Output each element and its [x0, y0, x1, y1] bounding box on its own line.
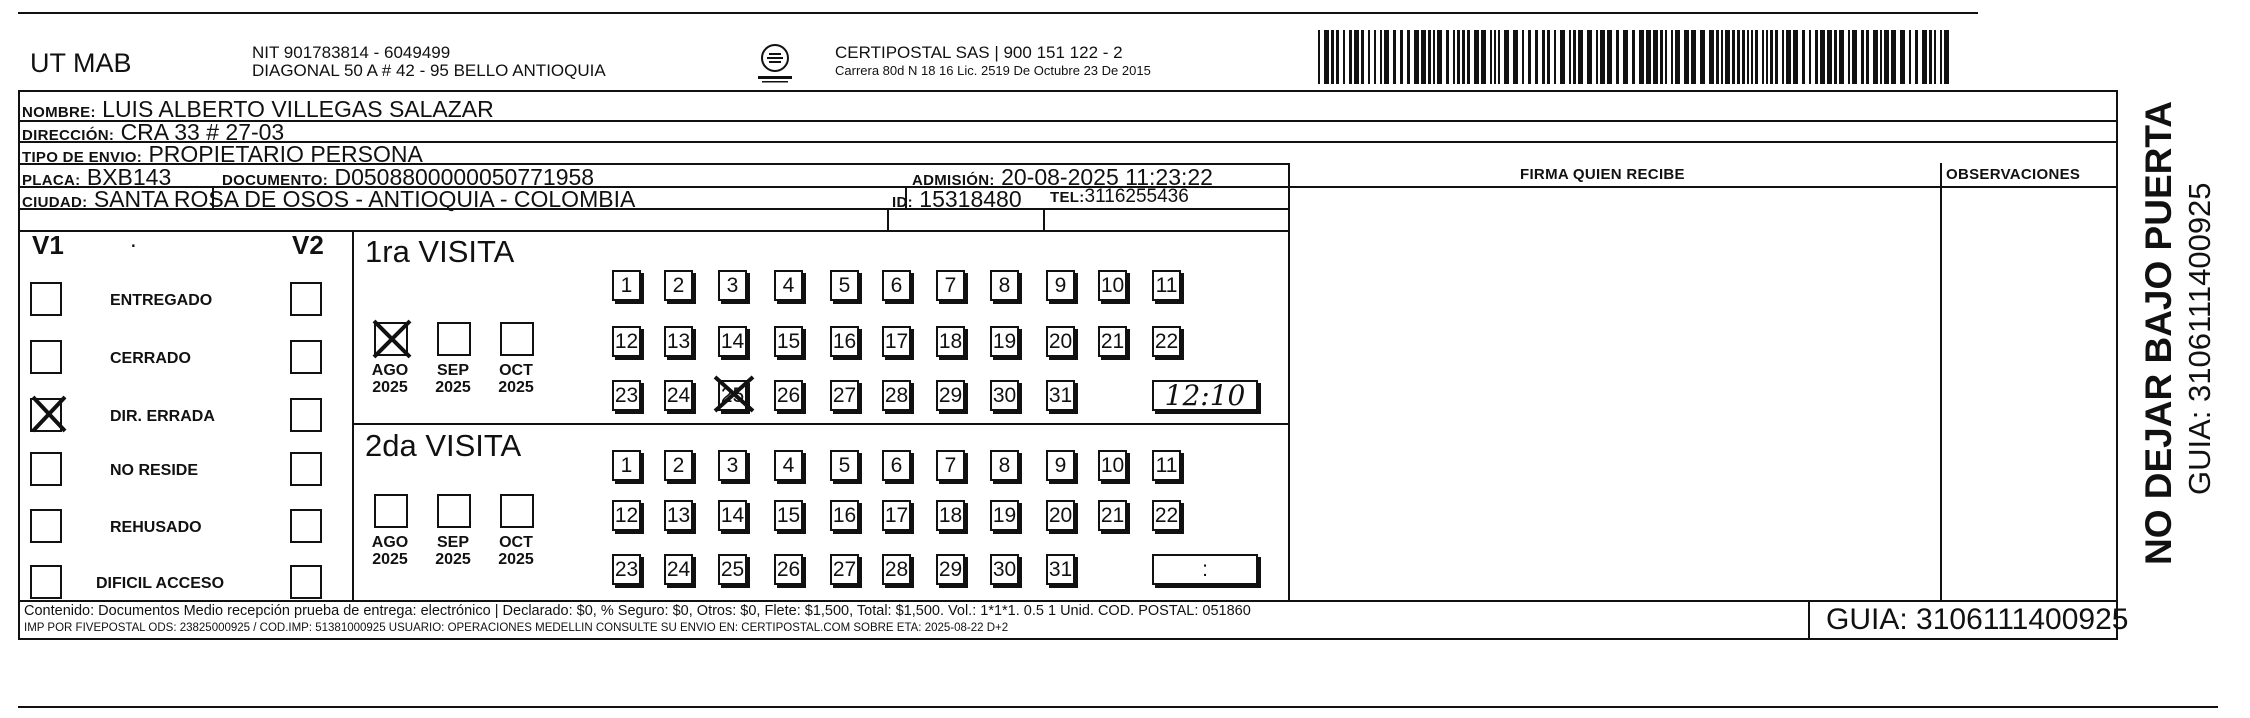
month-name: OCT: [499, 362, 533, 379]
admision-value: 20-08-2025 11:23:22: [1001, 164, 1213, 190]
row-tel: [1050, 186, 1189, 208]
visit2-day[interactable]: 7: [936, 450, 965, 481]
visit2-day[interactable]: 6: [882, 450, 911, 481]
month-name: OCT: [499, 534, 533, 551]
visit1-day[interactable]: 28: [882, 380, 911, 411]
visit2-day[interactable]: 13: [664, 500, 693, 531]
visit1-day[interactable]: 21: [1098, 326, 1127, 357]
v1-checkbox[interactable]: [30, 452, 62, 486]
visit2-day[interactable]: 11: [1152, 450, 1181, 481]
visit2-day[interactable]: 18: [936, 500, 965, 531]
visit2-month-checkbox[interactable]: [500, 494, 534, 528]
id-label: ID:: [892, 194, 913, 211]
tipo-value: PROPIETARIO PERSONA: [148, 141, 423, 167]
rule-obs-left: [1940, 163, 1942, 600]
reason-label: REHUSADO: [110, 519, 202, 536]
v2-checkbox[interactable]: [290, 340, 322, 374]
nombre-label: NOMBRE:: [22, 104, 96, 121]
carrier-line: CERTIPOSTAL SAS | 900 151 122 - 2: [835, 43, 1123, 62]
visit1-month-check-mark: [371, 318, 413, 360]
v1-checkbox[interactable]: [30, 565, 62, 599]
visit2-day[interactable]: 12: [612, 500, 641, 531]
visit2-day[interactable]: 23: [612, 554, 641, 585]
visit2-day[interactable]: 1: [612, 450, 641, 481]
visit2-time-field[interactable]: :: [1152, 554, 1258, 585]
month-name: SEP: [436, 534, 469, 551]
visit2-day[interactable]: 31: [1046, 554, 1075, 585]
rule-reasons-visits: [352, 230, 354, 600]
direccion-label: DIRECCIÓN:: [22, 127, 115, 144]
nombre-value: LUIS ALBERTO VILLEGAS SALAZAR: [102, 96, 494, 122]
visit2-day[interactable]: 28: [882, 554, 911, 585]
month-name: SEP: [436, 362, 469, 379]
visit2-day[interactable]: 30: [990, 554, 1019, 585]
month-year: 2025: [498, 551, 534, 568]
footer-imp: IMP POR FIVEPOSTAL ODS: 23825000925 / COD.IMP: 51381000925 USUARIO: OPERACIONES MEDELLIN CONSULTE SU ENVIO EN: CERTIPOSTAL.COM SOBRE ETA: 2025-08-22 D+2: [24, 622, 1009, 634]
visit2-month-label: [486, 534, 546, 568]
visit1-day[interactable]: 24: [664, 380, 693, 411]
documento-label: DOCUMENTO:: [222, 172, 329, 189]
visit1-day[interactable]: 13: [664, 326, 693, 357]
visit2-day[interactable]: 17: [882, 500, 911, 531]
rule-footer: [18, 600, 2118, 602]
sender-address: DIAGONAL 50 A # 42 - 95 BELLO ANTIOQUIA: [252, 61, 606, 80]
visit1-day[interactable]: 16: [830, 326, 859, 357]
reason-label: ENTREGADO: [110, 292, 213, 309]
rule-footer-guia: [1808, 600, 1810, 640]
visit1-day[interactable]: 27: [830, 380, 859, 411]
visit2-day[interactable]: 27: [830, 554, 859, 585]
visit1-time-field[interactable]: [1152, 380, 1258, 411]
visit1-month-label: [360, 362, 420, 396]
rule-firma-header: [1288, 186, 2118, 188]
tipo-label: TIPO DE ENVIO:: [22, 149, 143, 166]
day-cross-mark: [712, 374, 756, 414]
top-rule: [18, 12, 1978, 14]
visit2-day[interactable]: 29: [936, 554, 965, 585]
visit1-day[interactable]: 9: [1046, 270, 1075, 301]
month-name: AGO: [371, 362, 409, 379]
visit1-day[interactable]: 23: [612, 380, 641, 411]
visit1-day[interactable]: 4: [774, 270, 803, 301]
visit1-day[interactable]: 2: [664, 270, 693, 301]
visit1-day[interactable]: 6: [882, 270, 911, 301]
v2-checkbox[interactable]: [290, 282, 322, 316]
admision-label: ADMISIÓN:: [912, 172, 995, 189]
visit1-day[interactable]: 26: [774, 380, 803, 411]
visit1-day[interactable]: 15: [774, 326, 803, 357]
visit1-day[interactable]: 7: [936, 270, 965, 301]
v1-checkbox[interactable]: [30, 282, 62, 316]
visit2-day[interactable]: 22: [1152, 500, 1181, 531]
visit1-day[interactable]: 10: [1098, 270, 1127, 301]
visit1-day[interactable]: 3: [718, 270, 747, 301]
visit1-title: 1ra VISITA: [365, 234, 515, 269]
visit2-day[interactable]: 24: [664, 554, 693, 585]
rule-id-tel: [1043, 208, 1045, 230]
visit2-month-label: [423, 534, 483, 568]
month-year: 2025: [435, 551, 471, 568]
visit2-day[interactable]: 16: [830, 500, 859, 531]
visit2-day[interactable]: 10: [1098, 450, 1127, 481]
visit1-month-label: [423, 362, 483, 396]
tel-label: TEL:: [1050, 189, 1085, 206]
visit2-month-checkbox[interactable]: [374, 494, 408, 528]
visit1-day[interactable]: 12: [612, 326, 641, 357]
visit2-day[interactable]: 2: [664, 450, 693, 481]
visit2-day[interactable]: 5: [830, 450, 859, 481]
visit2-month-label: [360, 534, 420, 568]
visit1-month-checkbox[interactable]: [500, 322, 534, 356]
month-year: 2025: [372, 551, 408, 568]
v2-label: V2: [292, 230, 324, 260]
reason-label: NO RESIDE: [110, 462, 199, 479]
dot-mark: .: [130, 226, 137, 253]
carrier-info: [835, 44, 1151, 80]
visit2-day[interactable]: 20: [1046, 500, 1075, 531]
tel-value: 3116255436: [1084, 186, 1189, 207]
bottom-rule: [18, 706, 2218, 708]
v2-checkbox[interactable]: [290, 565, 322, 599]
visit1-day[interactable]: 29: [936, 380, 965, 411]
placa-label: PLACA:: [22, 172, 81, 189]
observaciones-header: OBSERVACIONES: [1946, 166, 2081, 183]
visit2-day[interactable]: 14: [718, 500, 747, 531]
visit2-month-checkbox[interactable]: [437, 494, 471, 528]
visit2-day[interactable]: 25: [718, 554, 747, 585]
ciudad-label: CIUDAD:: [22, 194, 88, 211]
visit1-day[interactable]: 19: [990, 326, 1019, 357]
ciudad-value: SANTA ROSA DE OSOS - ANTIOQUIA - COLOMBIA: [93, 186, 636, 212]
visit2-day[interactable]: 4: [774, 450, 803, 481]
visit2-day[interactable]: 19: [990, 500, 1019, 531]
visit1-day[interactable]: 1: [612, 270, 641, 301]
month-year: 2025: [372, 379, 408, 396]
visit2-day[interactable]: 9: [1046, 450, 1075, 481]
visit2-title: 2da VISITA: [365, 428, 522, 463]
rule-firma-left: [1288, 163, 1290, 600]
id-value: 15318480: [919, 186, 1022, 212]
v2-checkbox[interactable]: [290, 509, 322, 543]
placa-value: BXB143: [86, 164, 172, 190]
reason-label: CERRADO: [110, 350, 191, 367]
visit1-day[interactable]: 17: [882, 326, 911, 357]
v2-checkbox[interactable]: [290, 398, 322, 432]
visit1-day[interactable]: 25: [718, 380, 747, 411]
row-id: [892, 186, 1022, 213]
sender-name: UT MAB: [30, 48, 132, 78]
v1-checkbox[interactable]: [30, 509, 62, 543]
visit2-day[interactable]: 26: [774, 554, 803, 585]
rule-ciudad-id: [887, 208, 889, 230]
v2-checkbox[interactable]: [290, 452, 322, 486]
v1-check-mark: [30, 394, 68, 434]
firma-header: FIRMA QUIEN RECIBE: [1520, 166, 1685, 183]
visit1-month-label: [486, 362, 546, 396]
v1-label: V1: [32, 230, 64, 260]
visit1-day[interactable]: 22: [1152, 326, 1181, 357]
side-guia: GUIA: 3106111400925: [2182, 182, 2217, 495]
nit-line: NIT 901783814 - 6049499: [252, 43, 451, 62]
footer-guia: GUIA: 3106111400925: [1826, 603, 2129, 636]
barcode: [1316, 30, 1956, 84]
direccion-value: CRA 33 # 27-03: [120, 119, 285, 145]
reason-label: DIR. ERRADA: [110, 408, 215, 425]
visit1-day[interactable]: 11: [1152, 270, 1181, 301]
v1-checkbox[interactable]: [30, 340, 62, 374]
visit2-day[interactable]: 3: [718, 450, 747, 481]
row-ciudad: [22, 186, 635, 213]
rule-visit-split: [352, 423, 1288, 425]
side-warning: NO DEJAR BAJO PUERTA: [2138, 101, 2179, 565]
visit1-day[interactable]: 18: [936, 326, 965, 357]
rule-row6: [18, 230, 1288, 232]
license-line: Carrera 80d N 18 16 Lic. 2519 De Octubre 23 De 2015: [835, 63, 1151, 78]
visit2-day[interactable]: 8: [990, 450, 1019, 481]
visit1-day[interactable]: 20: [1046, 326, 1075, 357]
reason-label: DIFICIL ACCESO: [96, 575, 225, 592]
documento-value: D0508800000050771958: [334, 164, 595, 190]
month-name: AGO: [371, 534, 409, 551]
certipostal-logo: [752, 40, 798, 86]
logo-icon: [752, 40, 798, 86]
visit1-day[interactable]: 14: [718, 326, 747, 357]
month-year: 2025: [498, 379, 534, 396]
sender-info: [252, 44, 606, 80]
visit2-day[interactable]: 21: [1098, 500, 1127, 531]
visit1-day[interactable]: 30: [990, 380, 1019, 411]
visit1-day[interactable]: 5: [830, 270, 859, 301]
visit1-month-checkbox[interactable]: [437, 322, 471, 356]
visit1-day[interactable]: 8: [990, 270, 1019, 301]
handwritten-time: 12:10: [1164, 379, 1246, 412]
visit1-day[interactable]: 31: [1046, 380, 1075, 411]
footer-content: Contenido: Documentos Medio recepción prueba de entrega: electrónico | Declarado: $0, % Seguro: $0, Otros: $0, Flete: $1,500, Total: $1,500. Vol.: 1*1*1. 0.5 1 Unid. COD. POSTAL: 051860: [24, 603, 1251, 619]
month-year: 2025: [435, 379, 471, 396]
visit2-day[interactable]: 15: [774, 500, 803, 531]
